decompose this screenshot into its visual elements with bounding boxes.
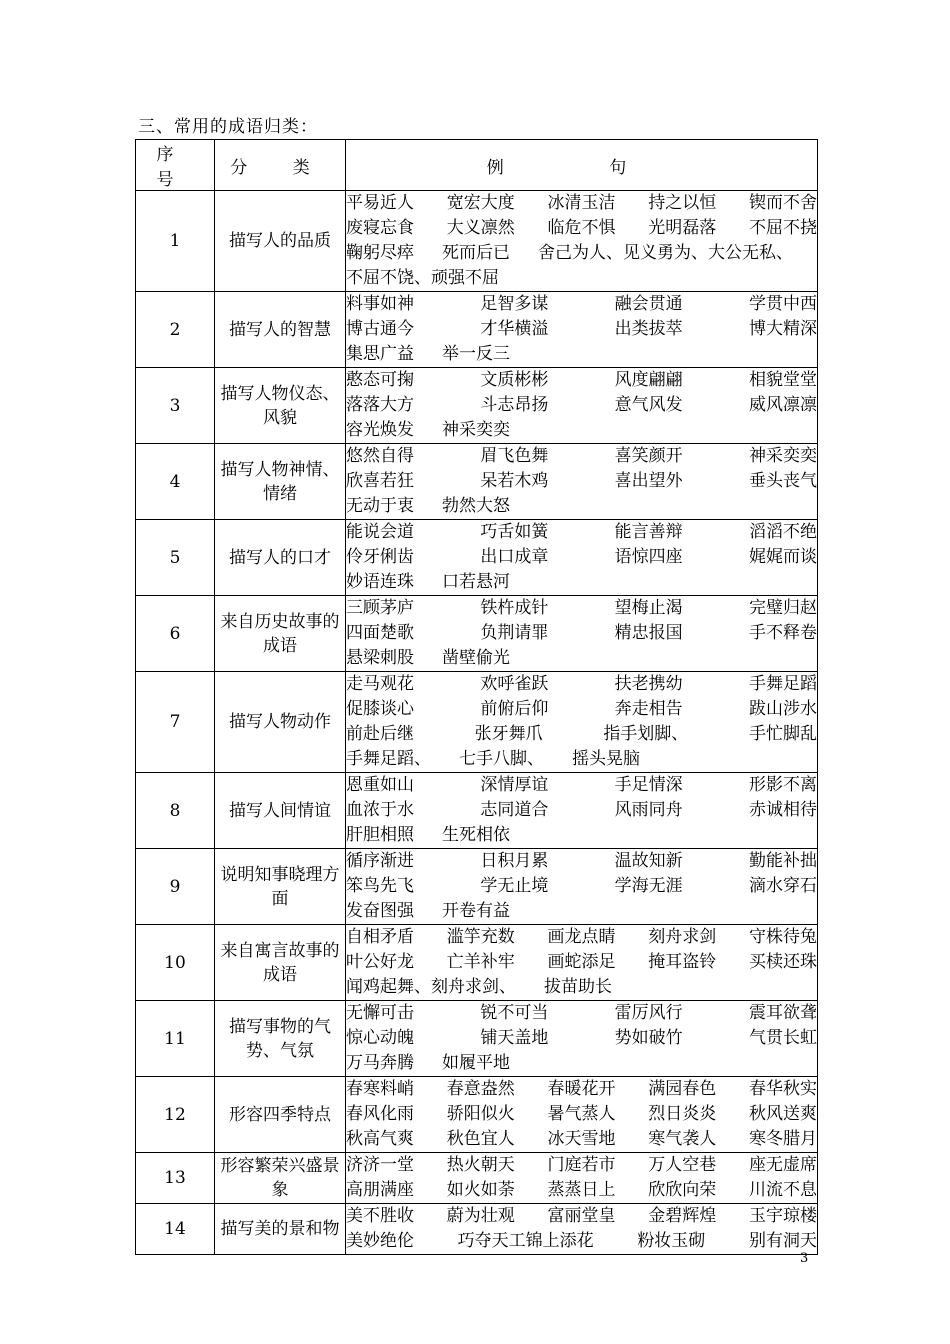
idiom: 蒸蒸日上: [547, 1180, 616, 1200]
idiom: 秋高气爽: [346, 1129, 414, 1149]
example-line: [346, 1026, 817, 1051]
row-examples: [346, 596, 818, 672]
idiom: 前俯后仰: [480, 699, 549, 719]
idiom: 深情厚谊: [480, 775, 549, 795]
idiom: 跋山涉水: [748, 699, 817, 719]
idiom: 持之以恒: [648, 193, 717, 213]
example-line: [346, 823, 817, 848]
example-line: [346, 798, 817, 823]
idiom: 铺天盖地: [480, 1028, 549, 1048]
idiom: 欣欣向荣: [648, 1180, 717, 1200]
idiom: 滥竽充数: [446, 927, 515, 947]
idiom: 语惊四座: [614, 547, 683, 567]
idiom: 肝胆相照: [346, 825, 414, 845]
table-row: [136, 1077, 818, 1153]
example-line: [346, 368, 817, 393]
row-number: 6: [136, 596, 215, 672]
idiom: 门庭若市: [547, 1155, 616, 1175]
idiom: 滔滔不绝: [748, 522, 817, 542]
idiom: 冰天雪地: [547, 1129, 616, 1149]
idiom: 欢呼雀跃: [480, 674, 549, 694]
idiom: 热火朝天: [446, 1155, 515, 1175]
idiom: 出类拔萃: [614, 319, 683, 339]
idiom: 悠然自得: [346, 446, 414, 466]
row-category: 描写人的品质: [215, 191, 346, 292]
row-examples: [346, 1077, 818, 1153]
idiom: 烈日炎炎: [648, 1104, 717, 1124]
idiom: 指手划脚、: [603, 724, 689, 744]
example-line: [346, 494, 817, 519]
row-number: 5: [136, 520, 215, 596]
page-number: 3: [800, 1251, 809, 1266]
idiom: 血浓于水: [346, 800, 414, 820]
idiom: 雷厉风行: [614, 1003, 683, 1023]
table-row: [136, 520, 818, 596]
idiom: 暑气蒸人: [547, 1104, 616, 1124]
row-number: 7: [136, 672, 215, 773]
row-examples: [346, 672, 818, 773]
idiom: 骄阳似火: [446, 1104, 515, 1124]
row-number: 13: [136, 1153, 215, 1204]
row-category: 形容繁荣兴盛景象: [215, 1153, 346, 1204]
example-line: [346, 266, 817, 291]
row-number: 12: [136, 1077, 215, 1153]
row-examples: [346, 925, 818, 1001]
idiom: 巧舌如簧: [480, 522, 549, 542]
row-category: 描写人物动作: [215, 672, 346, 773]
row-category: 来自历史故事的成语: [215, 596, 346, 672]
idiom: 不屈不挠: [749, 218, 817, 238]
idiom: 口若悬河: [442, 572, 510, 592]
idiom: 满园春色: [648, 1079, 717, 1099]
idiom: 美妙绝伦: [346, 1231, 414, 1251]
idiom: 春寒料峭: [346, 1079, 414, 1099]
idiom: 学无止境: [480, 876, 549, 896]
idiom: 不屈不饶、顽强不屈: [346, 268, 499, 288]
idiom: 促膝谈心: [346, 699, 414, 719]
example-line: [346, 950, 817, 975]
example-line: [346, 1127, 817, 1152]
example-line: [346, 975, 817, 1000]
table-row: [136, 191, 818, 292]
idiom: 买椟还珠: [749, 952, 817, 972]
row-examples: [346, 444, 818, 520]
idiom: 气贯长虹: [748, 1028, 817, 1048]
row-examples: [346, 191, 818, 292]
idiom: 寒冬腊月: [749, 1129, 817, 1149]
idiom: 粉妆玉砌: [637, 1231, 706, 1251]
example-line: [346, 747, 817, 772]
idiom: 意气风发: [614, 395, 683, 415]
idiom: 无懈可击: [346, 1003, 414, 1023]
idiom: 秋色宜人: [446, 1129, 515, 1149]
example-line: [346, 342, 817, 367]
idiom: 容光焕发: [346, 420, 414, 440]
example-line: [346, 773, 817, 798]
idiom: 精忠报国: [614, 623, 683, 643]
example-line: [346, 849, 817, 874]
table-row: [136, 925, 818, 1001]
idiom: 掩耳盗铃: [648, 952, 717, 972]
idiom: 高朋满座: [346, 1180, 414, 1200]
idiom: 赤诚相待: [748, 800, 817, 820]
idiom: 才华横溢: [480, 319, 549, 339]
idiom: 惊心动魄: [346, 1028, 414, 1048]
example-line: [346, 722, 817, 747]
idiom: 美不胜收: [346, 1206, 414, 1226]
idiom: 笨鸟先飞: [346, 876, 414, 896]
row-examples: [346, 292, 818, 368]
row-category: 描写美的景和物: [215, 1204, 346, 1255]
section-title: 三、常用的成语归类：: [138, 117, 318, 137]
idiom: 四面楚歌: [346, 623, 414, 643]
idiom: 集思广益: [346, 344, 414, 364]
table-row: [136, 1153, 818, 1204]
example-line: [346, 1204, 817, 1229]
idiom: 博大精深: [748, 319, 817, 339]
table-row: [136, 596, 818, 672]
idiom: 如履平地: [442, 1053, 510, 1073]
example-line: [346, 1102, 817, 1127]
idiom: 憨态可掬: [346, 370, 414, 390]
idiom: 玉宇琼楼: [749, 1206, 817, 1226]
idiom: 座无虚席: [749, 1155, 817, 1175]
idiom: 落落大方: [346, 395, 414, 415]
idiom: 震耳欲聋: [748, 1003, 817, 1023]
idiom: 能言善辩: [614, 522, 683, 542]
example-line: [346, 672, 817, 697]
row-examples: [346, 1204, 818, 1255]
idiom: 足智多谋: [480, 294, 549, 314]
table-row: [136, 444, 818, 520]
idiom: 废寝忘食: [346, 218, 414, 238]
idiom: 呆若木鸡: [480, 471, 549, 491]
idiom: 巧夺天工锦上添花: [457, 1231, 594, 1251]
idiom: 出口成章: [480, 547, 549, 567]
idiom: 勃然大怒: [442, 496, 510, 516]
idiom: 负荆请罪: [480, 623, 549, 643]
row-number: 11: [136, 1001, 215, 1077]
table-body: [136, 191, 818, 1255]
idiom: 温故知新: [614, 851, 683, 871]
idiom: 斗志昂扬: [480, 395, 549, 415]
row-examples: [346, 849, 818, 925]
idiom: 临危不惧: [547, 218, 616, 238]
row-number: 1: [136, 191, 215, 292]
idiom: 开卷有益: [442, 901, 510, 921]
idiom: 亡羊补牢: [446, 952, 515, 972]
row-number: 4: [136, 444, 215, 520]
row-number: 10: [136, 925, 215, 1001]
idiom: 循序渐进: [346, 851, 414, 871]
header-category: 分 类: [215, 140, 346, 191]
row-category: 描写人间情谊: [215, 773, 346, 849]
idiom: 济济一堂: [346, 1155, 414, 1175]
idiom: 恩重如山: [346, 775, 414, 795]
idiom: 寒气袭人: [648, 1129, 717, 1149]
idiom: 川流不息: [749, 1180, 817, 1200]
idiom: 春意盎然: [446, 1079, 515, 1099]
row-examples: [346, 1153, 818, 1204]
idiom: 闻鸡起舞、刻舟求剑、: [346, 977, 516, 997]
row-examples: [346, 520, 818, 596]
idiom: 刻舟求剑: [648, 927, 717, 947]
idiom: 日积月累: [480, 851, 549, 871]
idiom: 滴水穿石: [748, 876, 817, 896]
idiom: 锲而不舍: [749, 193, 817, 213]
idiom: 如火如荼: [446, 1180, 515, 1200]
idiom: 张牙舞爪: [474, 724, 543, 744]
example-line: [346, 418, 817, 443]
idiom: 七手八脚、: [459, 749, 544, 769]
idiom: 文质彬彬: [480, 370, 549, 390]
idiom: 望梅止渴: [614, 598, 683, 618]
row-number: 8: [136, 773, 215, 849]
example-line: [346, 520, 817, 545]
idiom: 奔走相告: [614, 699, 683, 719]
example-line: [346, 596, 817, 621]
idiom: 三顾茅庐: [346, 598, 414, 618]
idiom: 自相矛盾: [346, 927, 414, 947]
idiom: 扶老携幼: [614, 674, 683, 694]
idiom: 威风凛凛: [748, 395, 817, 415]
idiom: 铁杵成针: [480, 598, 549, 618]
idiom: 眉飞色舞: [480, 446, 549, 466]
row-category: 描写人的智慧: [215, 292, 346, 368]
idiom: 形影不离: [748, 775, 817, 795]
idiom: 博古通今: [346, 319, 414, 339]
idiom: 伶牙俐齿: [346, 547, 414, 567]
idiom: 鞠躬尽瘁: [346, 243, 414, 263]
idiom: 垂头丧气: [748, 471, 817, 491]
table-row: [136, 1001, 818, 1077]
idiom: 喜出望外: [614, 471, 683, 491]
idiom: 娓娓而谈: [748, 547, 817, 567]
row-category: 描写事物的气势、气氛: [215, 1001, 346, 1077]
example-line: [346, 191, 817, 216]
example-line: [346, 317, 817, 342]
table-row: [136, 672, 818, 773]
row-examples: [346, 773, 818, 849]
row-number: 9: [136, 849, 215, 925]
idiom: 生死相依: [442, 825, 510, 845]
idiom: 学贯中西: [748, 294, 817, 314]
row-category: 来自寓言故事的成语: [215, 925, 346, 1001]
table-row: [136, 773, 818, 849]
table-header-row: [136, 140, 818, 191]
idiom: 叶公好龙: [346, 952, 414, 972]
example-line: [346, 393, 817, 418]
idiom-table: [135, 139, 818, 1255]
idiom: 手不释卷: [748, 623, 817, 643]
idiom: 死而后已: [442, 243, 510, 263]
row-number: 2: [136, 292, 215, 368]
idiom: 无动于衷: [346, 496, 414, 516]
row-category: 描写人物神情、情绪: [215, 444, 346, 520]
row-examples: [346, 1001, 818, 1077]
example-line: [346, 646, 817, 671]
idiom: 大义凛然: [446, 218, 515, 238]
row-category: 描写人的口才: [215, 520, 346, 596]
idiom: 秋风送爽: [749, 1104, 817, 1124]
idiom: 金碧辉煌: [648, 1206, 717, 1226]
idiom: 拔苗助长: [544, 977, 612, 997]
row-number: 3: [136, 368, 215, 444]
idiom: 妙语连珠: [346, 572, 414, 592]
row-category: 描写人物仪态、风貌: [215, 368, 346, 444]
idiom: 手足情深: [614, 775, 683, 795]
row-number: 14: [136, 1204, 215, 1255]
idiom: 能说会道: [346, 522, 414, 542]
example-line: [346, 469, 817, 494]
idiom: 平易近人: [346, 193, 414, 213]
idiom: 料事如神: [346, 294, 414, 314]
idiom: 手舞足蹈: [748, 674, 817, 694]
idiom: 冰清玉洁: [547, 193, 616, 213]
idiom: 风度翩翩: [614, 370, 683, 390]
idiom: 画龙点睛: [547, 927, 616, 947]
example-line: [346, 1178, 817, 1203]
example-line: [346, 216, 817, 241]
idiom: 别有洞天: [748, 1231, 817, 1251]
example-line: [346, 444, 817, 469]
example-line: [346, 241, 817, 266]
idiom: 悬梁刺股: [346, 648, 414, 668]
idiom: 蔚为壮观: [446, 1206, 515, 1226]
idiom: 欣喜若狂: [346, 471, 414, 491]
idiom: 勤能补拙: [748, 851, 817, 871]
table-row: [136, 368, 818, 444]
idiom: 喜笑颜开: [614, 446, 683, 466]
idiom: 万人空巷: [648, 1155, 717, 1175]
idiom: 摇头晃脑: [572, 749, 640, 769]
idiom: 宽宏大度: [446, 193, 515, 213]
idiom: 融会贯通: [614, 294, 683, 314]
idiom: 春暖花开: [547, 1079, 616, 1099]
row-category: 形容四季特点: [215, 1077, 346, 1153]
example-line: [346, 1077, 817, 1102]
idiom: 舍己为人、见义勇为、大公无私、: [538, 243, 793, 263]
example-line: [346, 1051, 817, 1076]
example-line: [346, 292, 817, 317]
idiom: 前赴后继: [346, 724, 414, 744]
idiom: 画蛇添足: [547, 952, 616, 972]
example-line: [346, 925, 817, 950]
example-line: [346, 874, 817, 899]
example-line: [346, 899, 817, 924]
idiom: 凿壁偷光: [442, 648, 510, 668]
idiom: 发奋图强: [346, 901, 414, 921]
example-line: [346, 1001, 817, 1026]
table-row: [136, 849, 818, 925]
idiom: 学海无涯: [614, 876, 683, 896]
idiom: 完璧归赵: [748, 598, 817, 618]
idiom: 手忙脚乱: [748, 724, 817, 744]
table-row: [136, 1204, 818, 1255]
header-examples: 例 句: [346, 140, 818, 191]
example-line: [346, 1153, 817, 1178]
idiom: 走马观花: [346, 674, 414, 694]
example-line: [346, 545, 817, 570]
idiom: 相貌堂堂: [748, 370, 817, 390]
table-row: [136, 292, 818, 368]
idiom: 锐不可当: [480, 1003, 549, 1023]
idiom: 守株待兔: [749, 927, 817, 947]
row-category: 说明知事晓理方面: [215, 849, 346, 925]
idiom: 势如破竹: [614, 1028, 683, 1048]
idiom: 万马奔腾: [346, 1053, 414, 1073]
idiom: 光明磊落: [648, 218, 717, 238]
example-line: [346, 621, 817, 646]
idiom: 风雨同舟: [614, 800, 683, 820]
idiom: 春风化雨: [346, 1104, 414, 1124]
example-line: [346, 1229, 817, 1254]
header-number: 序 号: [136, 140, 215, 191]
idiom: 神采奕奕: [748, 446, 817, 466]
example-line: [346, 570, 817, 595]
idiom: 春华秋实: [749, 1079, 817, 1099]
example-line: [346, 697, 817, 722]
idiom: 神采奕奕: [442, 420, 510, 440]
idiom: 富丽堂皇: [547, 1206, 616, 1226]
idiom: 志同道合: [480, 800, 549, 820]
row-examples: [346, 368, 818, 444]
idiom: 举一反三: [442, 344, 510, 364]
idiom: 手舞足蹈、: [346, 749, 431, 769]
